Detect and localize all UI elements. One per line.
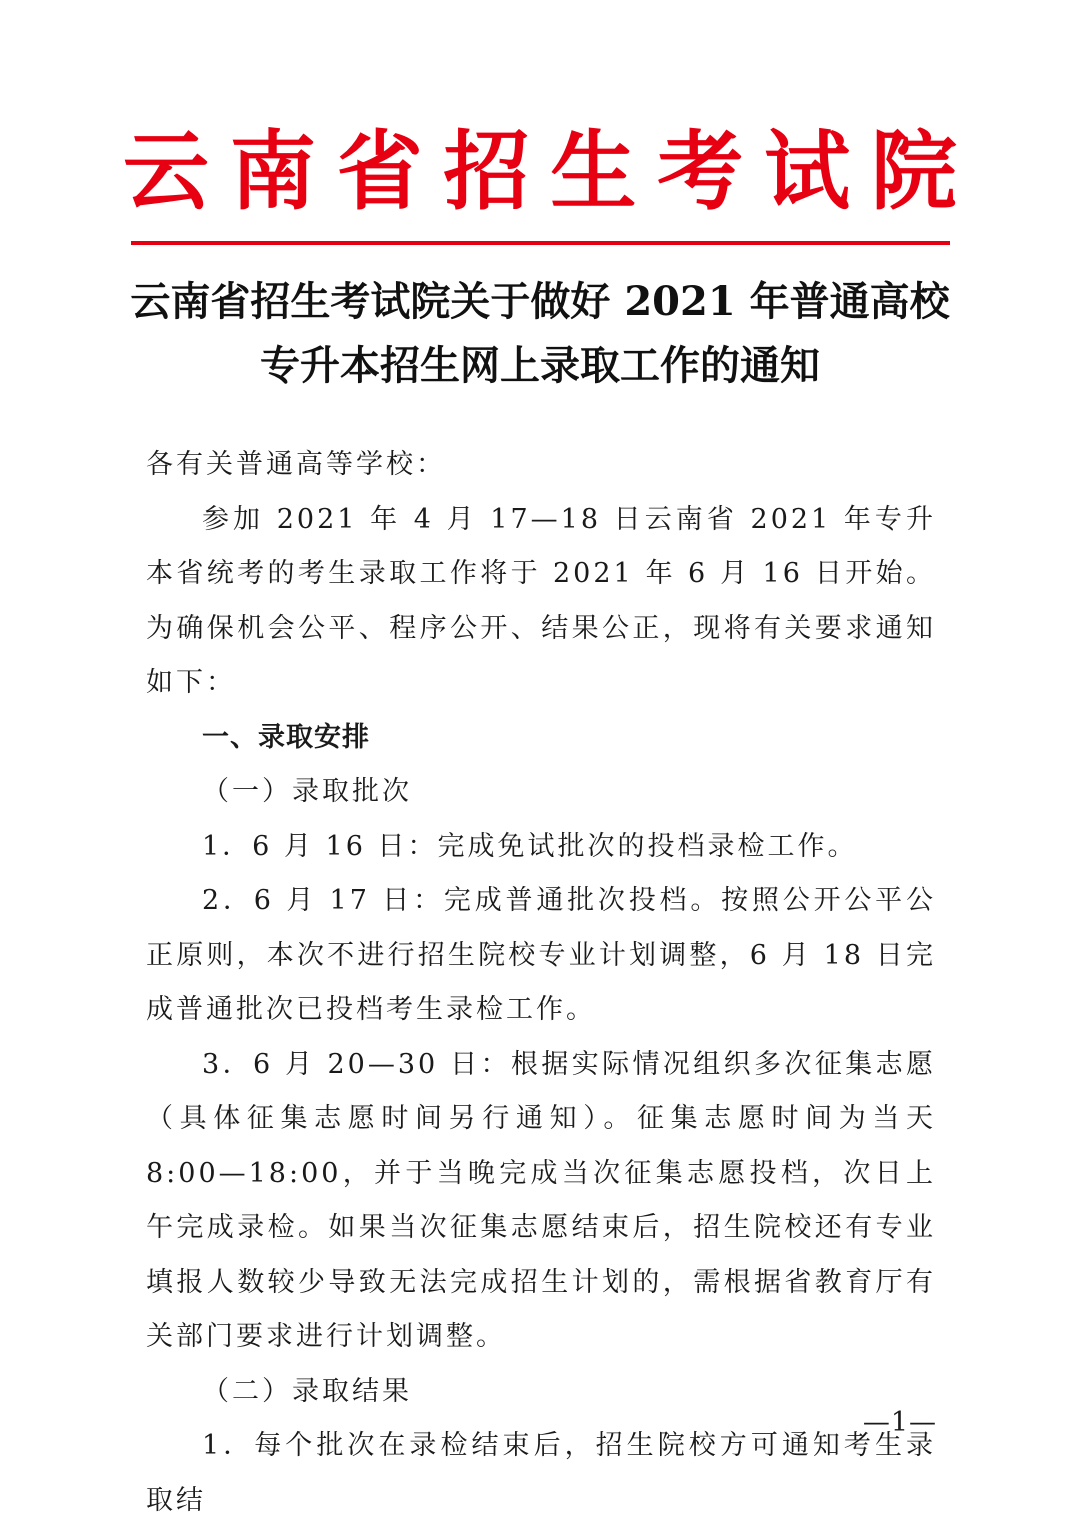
letterhead-char: 南 <box>229 121 316 222</box>
letterhead-char: 生 <box>550 121 637 222</box>
list-item: 2．6 月 17 日：完成普通批次投档。按照公开公平公正原则，本次不进行招生院校专业计划调整，6 月 18 日完成普通批次已投档考生录检工作。 <box>146 885 936 1025</box>
notice-title-line-1: 云南省招生考试院关于做好 2021 年普通高校 <box>130 278 950 325</box>
list-item: 1．每个批次在录检结束后，招生院校方可通知考生录取结 <box>146 1430 936 1516</box>
list-item: 3．6 月 20—30 日：根据实际情况组织多次征集志愿（具体征集志愿时间另行通知）。征集志愿时间为当天 8:00—18:00，并于当晚完成当次征集志愿投档，次日上午完成录检。如果当次征集志愿结束后，招生院校还有专业填报人数较少导致无法完成招生计划的，需根据省教育厅有关部门要求进行计划调整。 <box>146 1048 936 1352</box>
letterhead-red-rule <box>131 241 950 245</box>
notice-title <box>120 270 960 398</box>
letterhead-char: 院 <box>870 121 957 222</box>
letterhead-char: 考 <box>657 121 744 222</box>
notice-body <box>146 438 936 1528</box>
page-number: —1— <box>862 1407 937 1438</box>
letterhead-title <box>120 122 960 222</box>
letterhead-char: 试 <box>764 121 851 222</box>
letterhead-char: 省 <box>336 121 423 222</box>
section-heading-admission-arrangement: 一、录取安排 <box>202 721 370 753</box>
subsection-heading-admission-batches: （一）录取批次 <box>202 776 412 807</box>
notice-title-line-2: 专升本招生网上录取工作的通知 <box>260 342 820 389</box>
salutation: 各有关普通高等学校： <box>146 449 446 480</box>
letterhead-char: 招 <box>443 121 530 222</box>
intro-paragraph: 参加 2021 年 4 月 17—18 日云南省 2021 年专升本省统考的考生录取工作将于 2021 年 6 月 16 日开始。为确保机会公平、程序公开、结果公正，现将有关要求通知如下： <box>146 503 936 698</box>
subsection-heading-admission-results: （二）录取结果 <box>202 1375 412 1407</box>
list-item: 1．6 月 16 日：完成免试批次的投档录检工作。 <box>202 830 858 862</box>
letterhead-char: 云 <box>123 121 209 222</box>
